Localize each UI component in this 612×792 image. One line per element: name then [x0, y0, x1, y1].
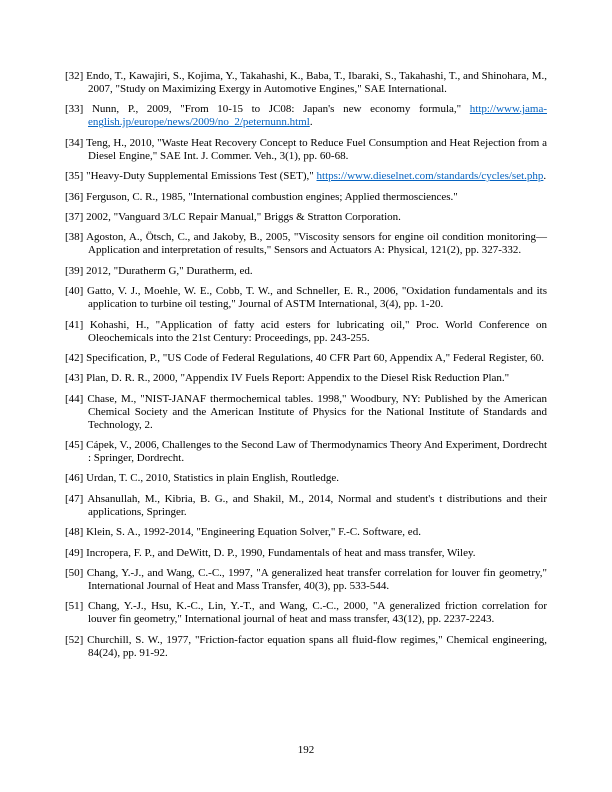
reference-text [86, 547, 475, 559]
reference-text [86, 352, 544, 364]
reference-text-segment: Endo, T., Kawajiri, S., Kojima, Y., Takahashi, K., Baba, T., Ibaraki, S., Takahashi, T., and Shinohara, M., 2007, "Study on Maximizing Exergy in Automotive Engines," SAE International. [86, 70, 548, 95]
reference-text-segment: . [543, 170, 547, 183]
reference-item [65, 634, 547, 660]
reference-text [86, 137, 547, 162]
reference-text-segment: Specification, P., "US Code of Federal Regulations, 40 CFR Part 60, Appendix A," Federal Register, 60. [86, 351, 545, 364]
reference-text [88, 103, 547, 128]
reference-text-segment: Nunn, P., 2009, "From 10-15 to JC08: Japan's new economy formula," [91, 103, 470, 116]
reference-item [65, 600, 547, 626]
reference-number: [32] [65, 70, 84, 82]
reference-text [86, 231, 547, 256]
reference-text-segment: . [309, 116, 313, 129]
reference-item [65, 472, 547, 485]
reference-number: [42] [65, 351, 84, 364]
reference-item [65, 372, 547, 385]
reference-text-segment: Plan, D. R. R., 2000, "Appendix IV Fuels Report: Appendix to the Diesel Risk Reduction Plan." [86, 372, 510, 385]
reference-number: [45] [65, 439, 84, 452]
reference-number: [49] [65, 546, 84, 559]
reference-item [65, 393, 547, 432]
reference-number: [37] [65, 210, 84, 223]
reference-text [87, 393, 547, 431]
reference-link[interactable]: http://www.jama-english.jp/europe/news/2009/no_2/peternunn.html [88, 103, 547, 129]
reference-item [65, 137, 547, 163]
reference-text-segment: Gatto, V. J., Moehle, W. E., Cobb, T. W., and Schneller, E. R., 2006, "Oxidation fundamentals and its application to turbine oil testing," Journal of ASTM International, 3(4), pp. 1-20. [87, 285, 547, 311]
reference-number: [44] [65, 392, 84, 405]
reference-number: [41] [65, 318, 84, 331]
reference-number: [39] [65, 264, 84, 277]
reference-text [87, 285, 547, 310]
reference-item [65, 319, 547, 345]
reference-text [88, 600, 547, 625]
reference-text [86, 70, 547, 95]
reference-text [86, 472, 339, 484]
reference-text-segment: Urdan, T. C., 2010, Statistics in plain English, Routledge. [86, 472, 339, 485]
reference-text-segment: Incropera, F. P., and DeWitt, D. P., 1990, Fundamentals of heat and mass transfer, Wiley. [86, 546, 476, 559]
reference-text-segment: Chase, M., "NIST-JANAF thermochemical tables. 1998," Woodbury, NY: Published by the American Chemical Society and the American Institute of Physics for the National Institute of Standards and Technology, 2. [87, 392, 548, 431]
reference-item [65, 493, 547, 519]
reference-text [86, 265, 253, 277]
reference-number: [43] [65, 372, 84, 385]
reference-number: [33] [65, 103, 84, 116]
reference-text [86, 526, 421, 538]
reference-text [86, 191, 458, 203]
reference-number: [36] [65, 190, 84, 203]
reference-text-segment: Cápek, V., 2006, Challenges to the Second Law of Thermodynamics Theory And Experiment, Dordrecht : Springer, Dordrecht. [86, 439, 547, 465]
reference-number: [40] [65, 285, 84, 298]
reference-text [87, 493, 547, 518]
reference-text-segment: Ahsanullah, M., Kibria, B. G., and Shakil, M., 2014, Normal and student's t distributions and their applications, Springer. [87, 492, 547, 518]
reference-text-segment: Klein, S. A., 1992-2014, "Engineering Equation Solver," F.-C. Software, ed. [86, 526, 421, 539]
reference-item [65, 231, 547, 257]
reference-item [65, 526, 547, 539]
reference-number: [35] [65, 170, 84, 183]
reference-text-segment: Chang, Y.-J., Hsu, K.-C., Lin, Y.-T., and Wang, C.-C., 2000, "A generalized friction correlation for louver fin geometry," International journal of heat and mass transfer, 43(12), pp. 2237-2243. [87, 600, 548, 626]
reference-number: [46] [65, 472, 84, 485]
reference-text [86, 372, 509, 384]
reference-item [65, 567, 547, 593]
reference-text-segment: "Heavy-Duty Supplemental Emissions Test (SET)," [86, 170, 317, 183]
reference-text-segment: Ferguson, C. R., 1985, "International combustion engines; Applied thermosciences." [86, 190, 458, 203]
reference-text-segment: Teng, H., 2010, "Waste Heat Recovery Concept to Reduce Fuel Consumption and Heat Rejection from a Diesel Engine," SAE Int. J. Commer. Veh., 3(1), pp. 60-68. [85, 136, 547, 162]
reference-number: [50] [65, 567, 84, 580]
reference-link[interactable]: https://www.dieselnet.com/standards/cycles/set.php [316, 170, 544, 183]
reference-text-segment: Churchill, S. W., 1977, "Friction-factor equation spans all fluid-flow regimes," Chemical engineering, 84(24), pp. 91-92. [87, 633, 548, 659]
reference-text [86, 211, 401, 223]
reference-text [88, 319, 547, 344]
reference-number: [47] [65, 492, 84, 505]
reference-item [65, 285, 547, 311]
reference-number: [34] [65, 136, 84, 149]
reference-item [65, 352, 547, 365]
reference-text-segment: 2012, "Duratherm G," Duratherm, ed. [86, 264, 253, 277]
reference-text-segment: Kohashi, H., "Application of fatty acid esters for lubricating oil," Proc. World Conference on Oleochemicals into the 21st Century: Proceedings, pp. 243-255. [88, 318, 547, 344]
reference-item [65, 103, 547, 129]
reference-item [65, 191, 547, 204]
reference-text-segment: Agoston, A., Ötsch, C., and Jakoby, B., 2005, "Viscosity sensors for engine oil condition monitoring—Application and interpretation of results," Sensors and Actuators A: Physical, 121(2), pp. 327-332. [86, 231, 547, 257]
reference-text [86, 439, 547, 464]
reference-number: [52] [65, 633, 84, 646]
reference-item [65, 547, 547, 560]
reference-number: [51] [65, 600, 84, 613]
reference-text [86, 170, 546, 182]
reference-text [87, 634, 547, 659]
reference-text-segment: 2002, "Vanguard 3/LC Repair Manual," Briggs & Stratton Corporation. [86, 210, 401, 223]
reference-text-segment: Chang, Y.-J., and Wang, C.-C., 1997, "A generalized heat transfer correlation for louver fin geometry," International Journal of Heat and Mass Transfer, 40(3), pp. 533-544. [86, 567, 548, 593]
page-number-label: 192 [297, 744, 315, 756]
reference-number: [48] [65, 526, 84, 539]
reference-item [65, 439, 547, 465]
reference-item [65, 170, 547, 183]
reference-item [65, 70, 547, 96]
reference-number: [38] [65, 231, 84, 244]
reference-item [65, 265, 547, 278]
reference-text [87, 567, 547, 592]
reference-item [65, 211, 547, 224]
references-list [65, 70, 547, 667]
